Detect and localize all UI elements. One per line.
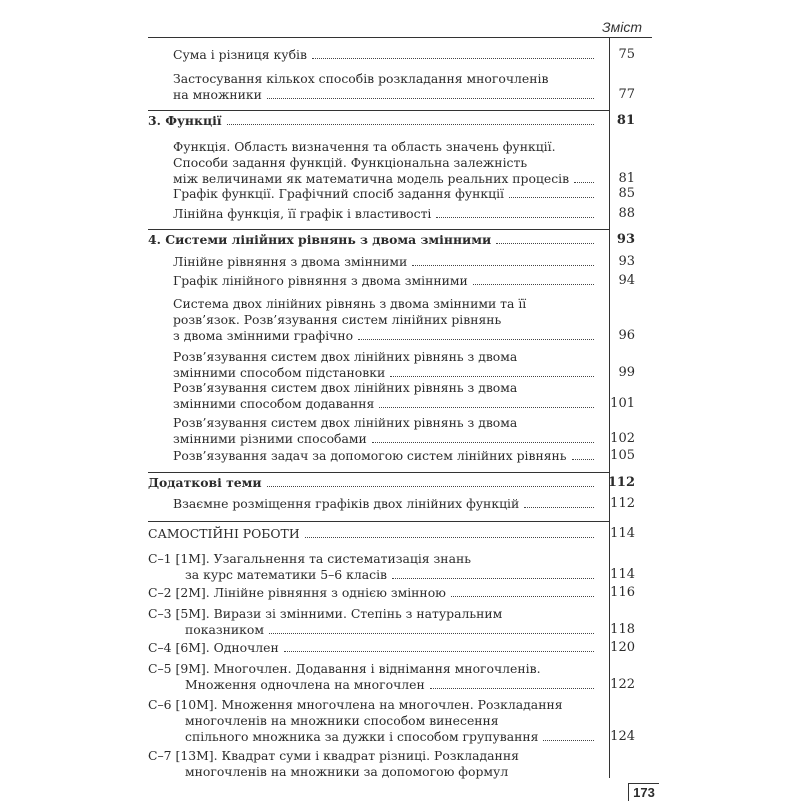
toc-entry-line: С–6 [10М]. Множення многочлена на многочлен. Розкладання — [148, 697, 563, 712]
dot-leader — [390, 376, 594, 377]
dot-leader — [496, 243, 594, 244]
toc-entry-line: Лінійне рівняння з двома змінними — [173, 254, 408, 269]
dot-leader — [379, 407, 594, 408]
toc-entry-page: 118 — [610, 622, 635, 637]
toc-entry-page: 116 — [610, 585, 635, 600]
toc-entry-page: 77 — [618, 87, 635, 102]
toc-entry-page: 114 — [610, 567, 635, 582]
toc-entry-page: 105 — [610, 448, 635, 463]
toc-entry — [173, 139, 598, 187]
toc-entry-line: С–1 [1М]. Узагальнення та систематизація знань — [148, 551, 471, 566]
toc-entry-line: Розв’язування систем двох лінійних рівнянь з двома — [173, 415, 518, 430]
toc-entry-page: 114 — [610, 526, 635, 541]
dot-leader — [473, 284, 594, 285]
toc-entry-page: 81 — [618, 171, 635, 186]
dot-leader — [392, 578, 594, 579]
page-number: 173 — [628, 783, 659, 801]
toc-entry-line: Розв’язування задач за допомогою систем лінійних рівнянь — [173, 448, 567, 463]
toc-entry — [173, 448, 598, 464]
toc-entry-line: Додаткові теми — [148, 475, 262, 490]
toc-entry-page: 102 — [610, 431, 635, 446]
toc-entry-line: за курс математики 5–6 класів — [185, 567, 388, 582]
toc-entry — [148, 697, 598, 745]
toc-entry-page: 124 — [610, 729, 635, 744]
dot-leader — [451, 596, 594, 597]
toc-entry-line: змінними способом підстановки — [173, 365, 386, 380]
toc-entry-line: Взаємне розміщення графіків двох лінійних функцій — [173, 496, 520, 511]
toc-entry — [148, 606, 598, 638]
toc-entry — [148, 113, 598, 129]
toc-entry-line: розв’язок. Розв’язування систем лінійних рівнянь — [173, 312, 502, 327]
toc-entry-page: 85 — [618, 186, 635, 201]
dot-leader — [430, 688, 594, 689]
dot-leader — [574, 182, 594, 183]
toc-entry — [173, 254, 598, 270]
toc-entry-line: С–2 [2М]. Лінійне рівняння з однією змінною — [148, 585, 446, 600]
toc-entry-line: Сума і різниця кубів — [173, 47, 307, 62]
toc-entry-page: 96 — [618, 328, 635, 343]
dot-leader — [509, 197, 594, 198]
toc-entry — [173, 186, 598, 202]
toc-entry-line: Графік лінійного рівняння з двома змінними — [173, 273, 468, 288]
dot-leader — [267, 98, 594, 99]
toc-entry — [173, 349, 598, 381]
toc-entry-line: С–4 [6М]. Одночлен — [148, 640, 279, 655]
dot-leader — [269, 633, 594, 634]
dot-leader — [543, 740, 594, 741]
toc-entry-line: на множники — [173, 87, 262, 102]
toc-entry-page: 81 — [616, 113, 635, 128]
toc-entry-line: многочленів на множники за допомогою формул — [185, 764, 509, 779]
toc-entry-line: Розв’язування систем двох лінійних рівнянь з двома — [173, 349, 518, 364]
dot-leader — [267, 486, 594, 487]
toc-entry-line: з двома змінними графічно — [173, 328, 354, 343]
toc-entry-line: многочленів на множники способом винесення — [185, 713, 499, 728]
toc-entry — [148, 551, 598, 583]
toc-entry — [173, 71, 598, 103]
dot-leader — [358, 339, 594, 340]
toc-entry-page: 93 — [618, 254, 635, 269]
toc-entry-page: 112 — [610, 496, 635, 511]
toc-entry — [148, 640, 598, 656]
toc-entry-line: показником — [185, 622, 264, 637]
toc-entry-line: Лінійна функція, її графік і властивості — [173, 206, 432, 221]
toc-entry — [173, 380, 598, 412]
toc-entry — [173, 415, 598, 447]
toc-entry-page: 94 — [618, 273, 635, 288]
toc-entry-line: С–5 [9М]. Многочлен. Додавання і віднімання многочленів. — [148, 661, 541, 676]
toc-entry-page: 88 — [618, 206, 635, 221]
toc-entry-line: 3. Функції — [148, 113, 222, 128]
dot-leader — [524, 507, 594, 508]
toc-entry — [173, 296, 598, 344]
toc-entry-line: спільного множника за дужки і способом групування — [185, 729, 539, 744]
toc-entry-line: 4. Системи лінійних рівнянь з двома змінними — [148, 232, 492, 247]
toc-entry-page: 120 — [610, 640, 635, 655]
toc-entry-line: С–3 [5М]. Вирази зі змінними. Степінь з натуральним — [148, 606, 503, 621]
toc-entry — [173, 273, 598, 289]
toc-entry-line: Розв’язування систем двох лінійних рівнянь з двома — [173, 380, 518, 395]
dot-leader — [372, 442, 594, 443]
toc-entry-line: змінними способом додавання — [173, 396, 375, 411]
toc-entry — [173, 206, 598, 222]
dot-leader — [227, 124, 594, 125]
toc-entry-page: 75 — [618, 47, 635, 62]
toc-entry-line: Множення одночлена на многочлен — [185, 677, 425, 692]
toc-entry-page: 99 — [618, 365, 635, 380]
dot-leader — [412, 265, 594, 266]
toc-entry-line: між величинами як математична модель реальних процесів — [173, 171, 570, 186]
toc-entry — [148, 585, 598, 601]
toc-entry — [173, 496, 598, 512]
toc-entry-line: САМОСТІЙНІ РОБОТИ — [148, 526, 300, 541]
toc-entry-line: Система двох лінійних рівнянь з двома змінними та її — [173, 296, 527, 311]
toc-entry-line: Функція. Область визначення та область значень функції. — [173, 139, 556, 154]
running-header-title: Зміст — [602, 19, 642, 35]
toc-entry-page: 122 — [610, 677, 635, 692]
toc-entry-page: 112 — [607, 475, 635, 490]
dot-leader — [312, 58, 594, 59]
dot-leader — [305, 537, 594, 538]
toc-entry — [148, 526, 598, 542]
toc-entry-line: Способи задання функцій. Функціональна залежність — [173, 155, 528, 170]
dot-leader — [572, 459, 594, 460]
toc-entry-line: змінними різними способами — [173, 431, 367, 446]
dot-leader — [436, 217, 594, 218]
toc-entry-line: Графік функції. Графічний спосіб задання функції — [173, 186, 504, 201]
toc-entry-page: 101 — [610, 396, 635, 411]
toc-entry-line: Застосування кількох способів розкладання многочленів — [173, 71, 549, 86]
toc-entry-page: 93 — [616, 232, 635, 247]
toc-entry-line: С–7 [13М]. Квадрат суми і квадрат різниці. Розкладання — [148, 748, 519, 763]
toc-entry — [148, 475, 598, 491]
toc-entry — [148, 748, 598, 780]
toc-entry — [148, 661, 598, 693]
toc-entry — [148, 232, 598, 248]
dot-leader — [284, 651, 594, 652]
toc-entry — [173, 47, 598, 63]
